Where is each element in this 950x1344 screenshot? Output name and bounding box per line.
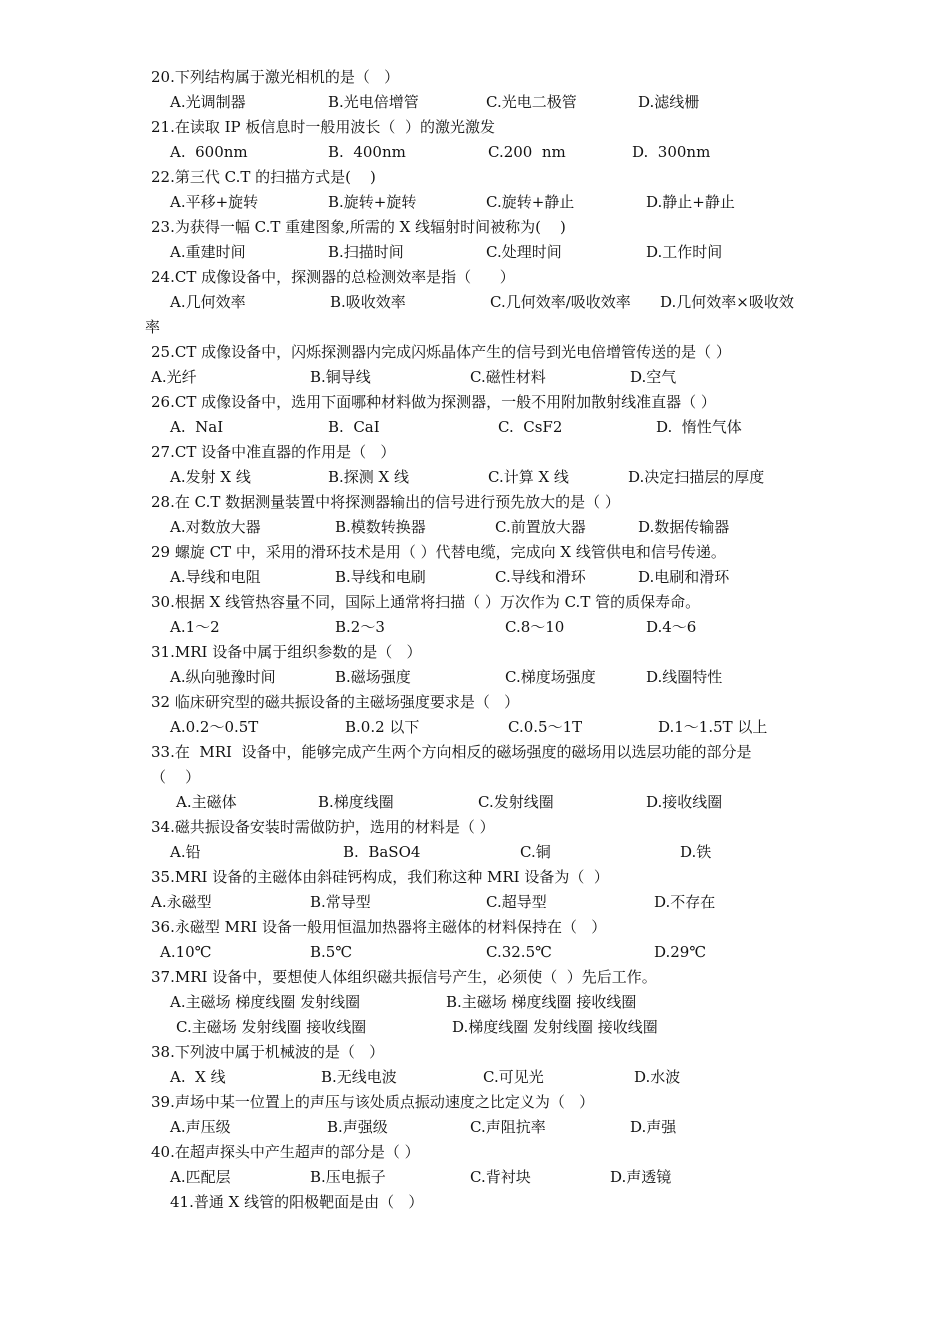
answer-option: B. BaSO4 [343,843,421,861]
text-line [0,1165,950,1190]
answer-option: C.旋转+静止 [486,193,575,211]
answer-option: B.0.2 以下 [345,718,420,736]
answer-option: C.32.5℃ [486,943,552,961]
answer-option: B.探测 X 线 [328,468,410,486]
answer-option: B.常导型 [310,893,371,911]
answer-option: D.数据传输器 [638,518,730,536]
answer-option: C.8～10 [505,618,565,636]
question-stem: 22.第三代 C.T 的扫描方式是( ) [151,168,376,186]
text-line [0,240,950,265]
answer-option: A.主磁体 [176,793,237,811]
question-stem: 21.在读取 IP 板信息时一般用波长（ ）的激光激发 [151,118,495,136]
text-line [0,1065,950,1090]
answer-option: D.铁 [680,843,712,861]
answer-option: C. CsF2 [498,418,563,436]
text-line [0,840,950,865]
text-line [0,590,950,615]
answer-option: D.线圈特性 [646,668,723,686]
text-line [0,315,950,340]
question-stem: 36.永磁型 MRI 设备一般用恒温加热器将主磁体的材料保持在（ ） [151,918,607,936]
text-line [0,265,950,290]
question-stem: 37.MRI 设备中，要想使人体组织磁共振信号产生，必须使（ ）先后工作。 [151,968,657,986]
answer-option: D.声强 [630,1118,677,1136]
text-line [0,715,950,740]
answer-option: C.0.5～1T [508,718,583,736]
answer-option: C.发射线圈 [478,793,554,811]
question-stem: 20.下列结构属于激光相机的是（ ） [151,68,400,86]
answer-option: C.几何效率/吸收效率 [490,293,631,311]
answer-option: D.水波 [634,1068,681,1086]
answer-option: A.发射 X 线 [170,468,251,486]
question-stem: 23.为获得一幅 C.T 重建图象,所需的 X 线辐射时间被称为( ) [151,218,566,236]
question-stem: 41.普通 X 线管的阳极靶面是由（ ） [170,1193,424,1211]
question-stem: 24.CT 成像设备中，探测器的总检测效率是指（ ） [151,268,515,286]
answer-option: C.背衬块 [470,1168,531,1186]
answer-option: A.导线和电阻 [170,568,261,586]
answer-option: D.决定扫描层的厚度 [628,468,765,486]
answer-option: B.光电倍增管 [328,93,419,111]
answer-option: D.1～1.5T 以上 [658,718,768,736]
answer-option: D.电刷和滑环 [638,568,730,586]
answer-option: A.1～2 [170,618,220,636]
text-line [0,190,950,215]
text-line [0,1190,950,1215]
question-stem: 25.CT 成像设备中，闪烁探测器内完成闪烁晶体产生的信号到光电倍增管传送的是（ ） [151,343,731,361]
question-stem: 28.在 C.T 数据测量装置中将探测器输出的信号进行预先放大的是（ ） [151,493,620,511]
answer-option: C.导线和滑环 [495,568,586,586]
answer-option: A.光调制器 [170,93,246,111]
text-line [0,215,950,240]
answer-option: A.10℃ [160,943,212,961]
text-line [0,290,950,315]
text-line [0,665,950,690]
answer-option: D.几何效率×吸收效 [660,293,794,311]
answer-option: D.4～6 [646,618,697,636]
text-line [0,615,950,640]
question-stem: 32 临床研究型的磁共振设备的主磁场强度要求是（ ） [151,693,520,711]
text-line [0,415,950,440]
text-line [0,990,950,1015]
answer-option: A.平移+旋转 [170,193,259,211]
answer-option: B.旋转+旋转 [328,193,417,211]
answer-option: A.重建时间 [170,243,246,261]
answer-option: C.计算 X 线 [488,468,569,486]
answer-option: C.梯度场强度 [505,668,596,686]
answer-option: C.磁性材料 [470,368,546,386]
question-stem: 26.CT 成像设备中，选用下面哪种材料做为探测器，一般不用附加散射线准直器（ ） [151,393,716,411]
answer-option: B.吸收效率 [330,293,406,311]
answer-option: B.磁场强度 [335,668,411,686]
text-line [0,690,950,715]
answer-option: A.0.2～0.5T [170,718,259,736]
answer-option: B. 400nm [328,143,406,161]
answer-option: B. CaI [328,418,380,436]
question-stem: 29 螺旋 CT 中，采用的滑环技术是用（ ）代替电缆，完成向 X 线管供电和信号传递。 [151,543,726,561]
text-line [0,540,950,565]
question-stem: 39.声场中某一位置上的声压与该处质点振动速度之比定义为（ ） [151,1093,595,1111]
answer-option: D.梯度线圈 发射线圈 接收线圈 [452,1018,658,1036]
answer-option: B.模数转换器 [335,518,426,536]
text-line [0,765,950,790]
text-line [0,440,950,465]
question-stem: 34.磁共振设备安装时需做防护，选用的材料是（ ） [151,818,495,836]
answer-option: B.铜导线 [310,368,371,386]
text-line [0,640,950,665]
question-stem: 38.下列波中属于机械波的是（ ） [151,1043,385,1061]
question-stem: 33.在 MRI 设备中，能够完成产生两个方向相反的磁场强度的磁场用以选层功能的部分是 [151,743,752,761]
answer-option: A. NaI [170,418,224,436]
text-line [0,790,950,815]
text-line [0,815,950,840]
answer-option: D.接收线圈 [646,793,723,811]
question-stem: 27.CT 设备中准直器的作用是（ ） [151,443,396,461]
answer-option: A.匹配层 [170,1168,231,1186]
answer-option: A.铅 [170,843,201,861]
text-line [0,90,950,115]
answer-option: D. 300nm [632,143,711,161]
option-wrap-text: 率 [145,318,161,336]
answer-option: D.29℃ [654,943,707,961]
answer-option: A.几何效率 [170,293,246,311]
text-line [0,565,950,590]
text-line [0,1090,950,1115]
answer-option: B.扫描时间 [328,243,404,261]
question-stem: 35.MRI 设备的主磁体由斜硅钙构成，我们称这种 MRI 设备为（ ） [151,868,609,886]
text-line [0,65,950,90]
answer-option: A.永磁型 [151,893,212,911]
answer-option: C.前置放大器 [495,518,586,536]
answer-option: A. 600nm [170,143,248,161]
answer-option: A.声压级 [170,1118,231,1136]
text-line [0,915,950,940]
answer-option: A.主磁场 梯度线圈 发射线圈 [170,993,361,1011]
text-line [0,365,950,390]
answer-option: D.空气 [630,368,677,386]
answer-option: B.导线和电刷 [335,568,426,586]
text-line [0,940,950,965]
question-stem-continued: （ ） [151,768,201,786]
answer-option: D. 惰性气体 [656,418,742,436]
text-line [0,740,950,765]
answer-option: B.5℃ [310,943,353,961]
text-line [0,890,950,915]
text-line [0,140,950,165]
answer-option: A.纵向驰豫时间 [170,668,276,686]
text-line [0,1015,950,1040]
answer-option: B.压电振子 [310,1168,386,1186]
answer-option: D.静止+静止 [646,193,735,211]
question-stem: 31.MRI 设备中属于组织参数的是（ ） [151,643,422,661]
text-line [0,115,950,140]
answer-option: B.2～3 [335,618,385,636]
answer-option: B.无线电波 [321,1068,397,1086]
answer-option: B.梯度线圈 [318,793,394,811]
answer-option: B.主磁场 梯度线圈 接收线圈 [446,993,637,1011]
answer-option: C.超导型 [486,893,547,911]
answer-option: D.滤线栅 [638,93,700,111]
answer-option: D.工作时间 [646,243,723,261]
answer-option: A. X 线 [170,1068,226,1086]
text-line [0,515,950,540]
answer-option: D.不存在 [654,893,716,911]
text-line [0,865,950,890]
answer-option: D.声透镜 [610,1168,672,1186]
question-stem: 40.在超声探头中产生超声的部分是（ ） [151,1143,420,1161]
answer-option: C.光电二极管 [486,93,577,111]
text-line [0,965,950,990]
answer-option: A.对数放大器 [170,518,261,536]
text-line [0,340,950,365]
answer-option: C.声阻抗率 [470,1118,546,1136]
text-line [0,1115,950,1140]
text-line [0,1140,950,1165]
text-line [0,165,950,190]
answer-option: C.主磁场 发射线圈 接收线圈 [176,1018,367,1036]
text-line [0,1040,950,1065]
answer-option: B.声强级 [327,1118,388,1136]
text-line [0,490,950,515]
text-line [0,465,950,490]
question-stem: 30.根据 X 线管热容量不同，国际上通常将扫描（ ）万次作为 C.T 管的质保寿命。 [151,593,701,611]
answer-option: C.可见光 [483,1068,544,1086]
answer-option: A.光纤 [151,368,197,386]
answer-option: C.200 nm [488,143,566,161]
text-line [0,390,950,415]
answer-option: C.铜 [520,843,551,861]
answer-option: C.处理时间 [486,243,562,261]
